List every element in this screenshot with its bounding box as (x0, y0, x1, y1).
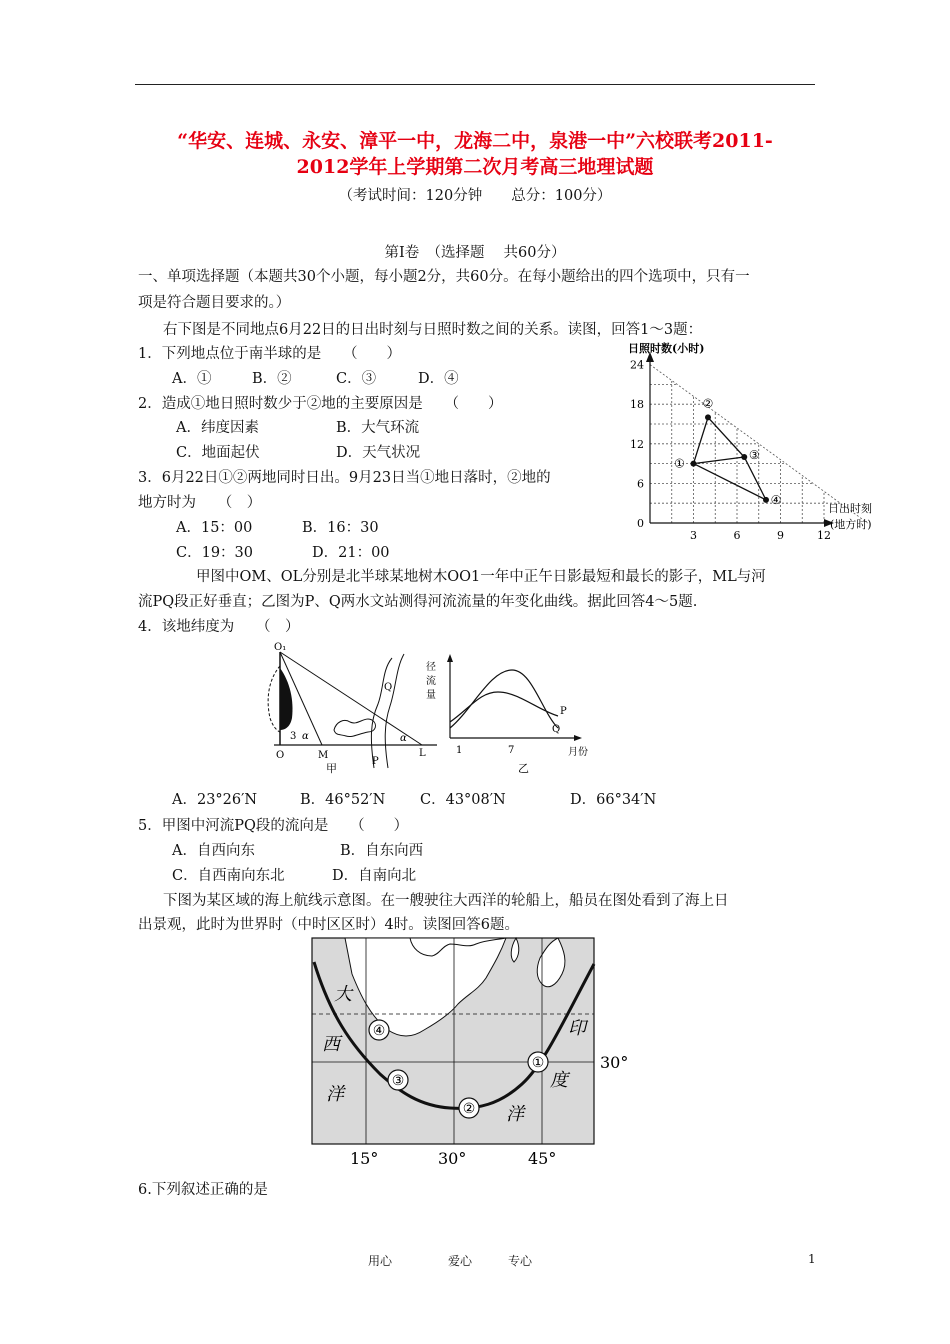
q6-stem: 6.下列叙述正确的是 (138, 1182, 268, 1198)
data-point-label: ① (674, 456, 685, 471)
label-m: M (318, 750, 329, 761)
data-point-label: ② (702, 396, 714, 411)
ocean-label-du: 度 (550, 1070, 568, 1091)
svg-text:①: ① (531, 1055, 545, 1071)
data-point (741, 454, 747, 460)
x-tick-7: 7 (508, 745, 515, 756)
caption-yi: 乙 (518, 762, 529, 775)
latitude-30-label: 30° (600, 1053, 629, 1072)
q4-option-b[interactable]: B．46°52′N (300, 792, 386, 808)
x-axis-label-1: 日出时刻 (828, 502, 872, 515)
q5-option-c[interactable]: C．自西南向东北 (172, 868, 285, 884)
longitude-15-label: 15° (350, 1149, 379, 1168)
q4-stem: 4．该地纬度为 （ ） (138, 619, 300, 635)
header-rule (135, 84, 815, 85)
ocean-label-yang-left: 洋 (326, 1084, 344, 1105)
figure-jia (262, 640, 442, 775)
x-tick-label: 6 (733, 529, 741, 542)
footer-motto-2: 爱心 (448, 1254, 473, 1268)
q5-stem: 5．甲图中河流PQ段的流向是 （ ） (138, 818, 409, 834)
x-tick-1: 1 (456, 745, 463, 756)
y-label-1: 径 (426, 662, 436, 673)
q3-option-d[interactable]: D．21：00 (312, 545, 390, 561)
y-axis-label: 日照时数(小时) (628, 342, 705, 355)
page-number: 1 (808, 1252, 816, 1266)
series-p-label: P (560, 706, 567, 717)
data-point (705, 414, 711, 420)
longitude-45-label: 45° (528, 1149, 557, 1168)
intro-q4-5-line-1: 甲图中OM、OL分别是北半球某地树木OO1一年中正午日影最短和最长的影子，ML与河 (196, 569, 766, 585)
q2-option-d[interactable]: D．天气状况 (336, 445, 421, 461)
q2-stem: 2．造成①地日照时数少于②地的主要原因是 （ ） (138, 396, 503, 412)
caption-jia: 甲 (326, 762, 337, 775)
chart-grid (650, 365, 868, 523)
q4-option-d[interactable]: D．66°34′N (570, 792, 657, 808)
x-tick-label: 3 (690, 529, 697, 542)
x-axis-arrow (574, 735, 582, 741)
q3-stem-line-1: 3．6月22日①②两地同时日出。9月23日当①地日落时，②地的 (138, 470, 551, 486)
figure-yi (420, 650, 610, 775)
footer-motto-3: 专心 (508, 1254, 533, 1268)
y-tick-label: 12 (630, 437, 644, 451)
data-point (763, 497, 769, 503)
x-tick-label: 9 (777, 529, 784, 542)
q3-option-a[interactable]: A．15：00 (176, 520, 253, 536)
q2-option-c[interactable]: C．地面起伏 (176, 445, 260, 461)
intro-q6-line-2: 出景观，此时为世界时（中时区区时）4时。读图回答6题。 (138, 917, 519, 933)
data-point-label: ④ (770, 492, 782, 507)
y-tick-label: 6 (637, 477, 644, 491)
footer-motto-1: 用心 (368, 1254, 393, 1268)
q1-option-d[interactable]: D．④ (418, 371, 459, 387)
tree-crown-dashed (268, 666, 280, 732)
series-q-label: Q (552, 724, 561, 735)
svg-text:④: ④ (372, 1023, 386, 1039)
series-q-curve (450, 670, 558, 728)
marker-1 (528, 1052, 548, 1072)
label-p: P (372, 756, 379, 767)
data-point (691, 461, 697, 467)
label-l: L (419, 748, 426, 759)
q1-stem: 1．下列地点位于南半球的是 （ ） (138, 346, 401, 362)
marker-4 (369, 1020, 389, 1040)
label-o: O (276, 750, 285, 761)
label-o1: O₁ (274, 642, 287, 653)
q3-stem-line-2: 地方时为 （ ） (138, 495, 262, 511)
q2-option-b[interactable]: B．大气环流 (336, 420, 420, 436)
intro-q6-line-1: 下图为某区域的海上航线示意图。在一艘驶往大西洋的轮船上，船员在图处看到了海上日 (163, 893, 729, 909)
instruction-line-1: 一、单项选择题（本题共30个小题，每小题2分，共60分。在每小题给出的四个选项中，只有一 (138, 269, 750, 285)
title-line-2: 2012学年上学期第二次月考高三地理试题 (296, 156, 654, 178)
q1-option-a[interactable]: A．① (172, 371, 212, 387)
exam-info: （考试时间：120分钟 总分：100分） (338, 188, 612, 204)
q5-option-b[interactable]: B．自东向西 (340, 843, 424, 859)
q5-option-d[interactable]: D．自南向北 (332, 868, 417, 884)
instruction-line-2: 项是符合题目要求的。） (138, 295, 291, 311)
series-p-curve (450, 692, 558, 722)
label-alpha-2: α (400, 733, 407, 744)
x-axis-label-2: (地方时) (830, 518, 872, 531)
tree-crown-shadow (280, 668, 293, 730)
marker-3 (388, 1070, 408, 1090)
y-tick-label: 0 (637, 517, 644, 530)
x-tick-label: 12 (817, 529, 831, 542)
svg-text:②: ② (462, 1101, 476, 1117)
shipping-route-map (300, 934, 650, 1174)
q3-option-c[interactable]: C．19：30 (176, 545, 253, 561)
river-bank-left (371, 658, 392, 768)
longitude-30-label: 30° (438, 1149, 467, 1168)
label-alpha-1: α (302, 731, 309, 742)
river-bank-right (385, 654, 404, 768)
q5-option-a[interactable]: A．自西向东 (172, 843, 255, 859)
label-q: Q (384, 682, 393, 693)
marker-2 (459, 1098, 479, 1118)
y-axis-arrow (447, 654, 453, 662)
data-point-label: ③ (748, 448, 760, 462)
ocean-label-da: 大 (334, 984, 352, 1005)
q1-option-b[interactable]: B．② (252, 371, 292, 387)
q3-option-b[interactable]: B．16：30 (302, 520, 379, 536)
q4-option-a[interactable]: A．23°26′N (172, 792, 258, 808)
sunshine-chart (616, 338, 886, 548)
y-label-3: 量 (426, 690, 436, 701)
q2-option-a[interactable]: A．纬度因素 (176, 420, 259, 436)
ocean-label-yin: 印 (568, 1018, 586, 1039)
y-label-2: 流 (426, 676, 436, 687)
ocean-label-yang-right: 洋 (506, 1104, 524, 1125)
y-tick-label: 18 (630, 398, 644, 412)
q4-option-c[interactable]: C．43°08′N (420, 792, 506, 808)
x-axis-label: 月份 (568, 747, 588, 758)
y-tick-label: 24 (630, 358, 644, 372)
lake-outline (334, 719, 375, 737)
title-line-1: “华安、连城、永安、漳平一中，龙海二中，泉港一中”六校联考2011- (177, 130, 773, 152)
intro-q4-5-line-2: 流PQ段正好垂直；乙图为P、Q两水文站测得河流流量的年变化曲线。据此回答4～5题. (138, 594, 698, 610)
intro-q1-3: 右下图是不同地点6月22日的日出时刻与日照时数之间的关系。读图，回答1～3题： (163, 322, 703, 338)
label-3: 3 (290, 731, 297, 742)
q1-option-c[interactable]: C．③ (336, 371, 377, 387)
svg-text:③: ③ (391, 1073, 405, 1089)
ocean-label-xi: 西 (322, 1034, 340, 1055)
section-heading: 第Ⅰ卷 （选择题 共60分） (384, 245, 566, 261)
